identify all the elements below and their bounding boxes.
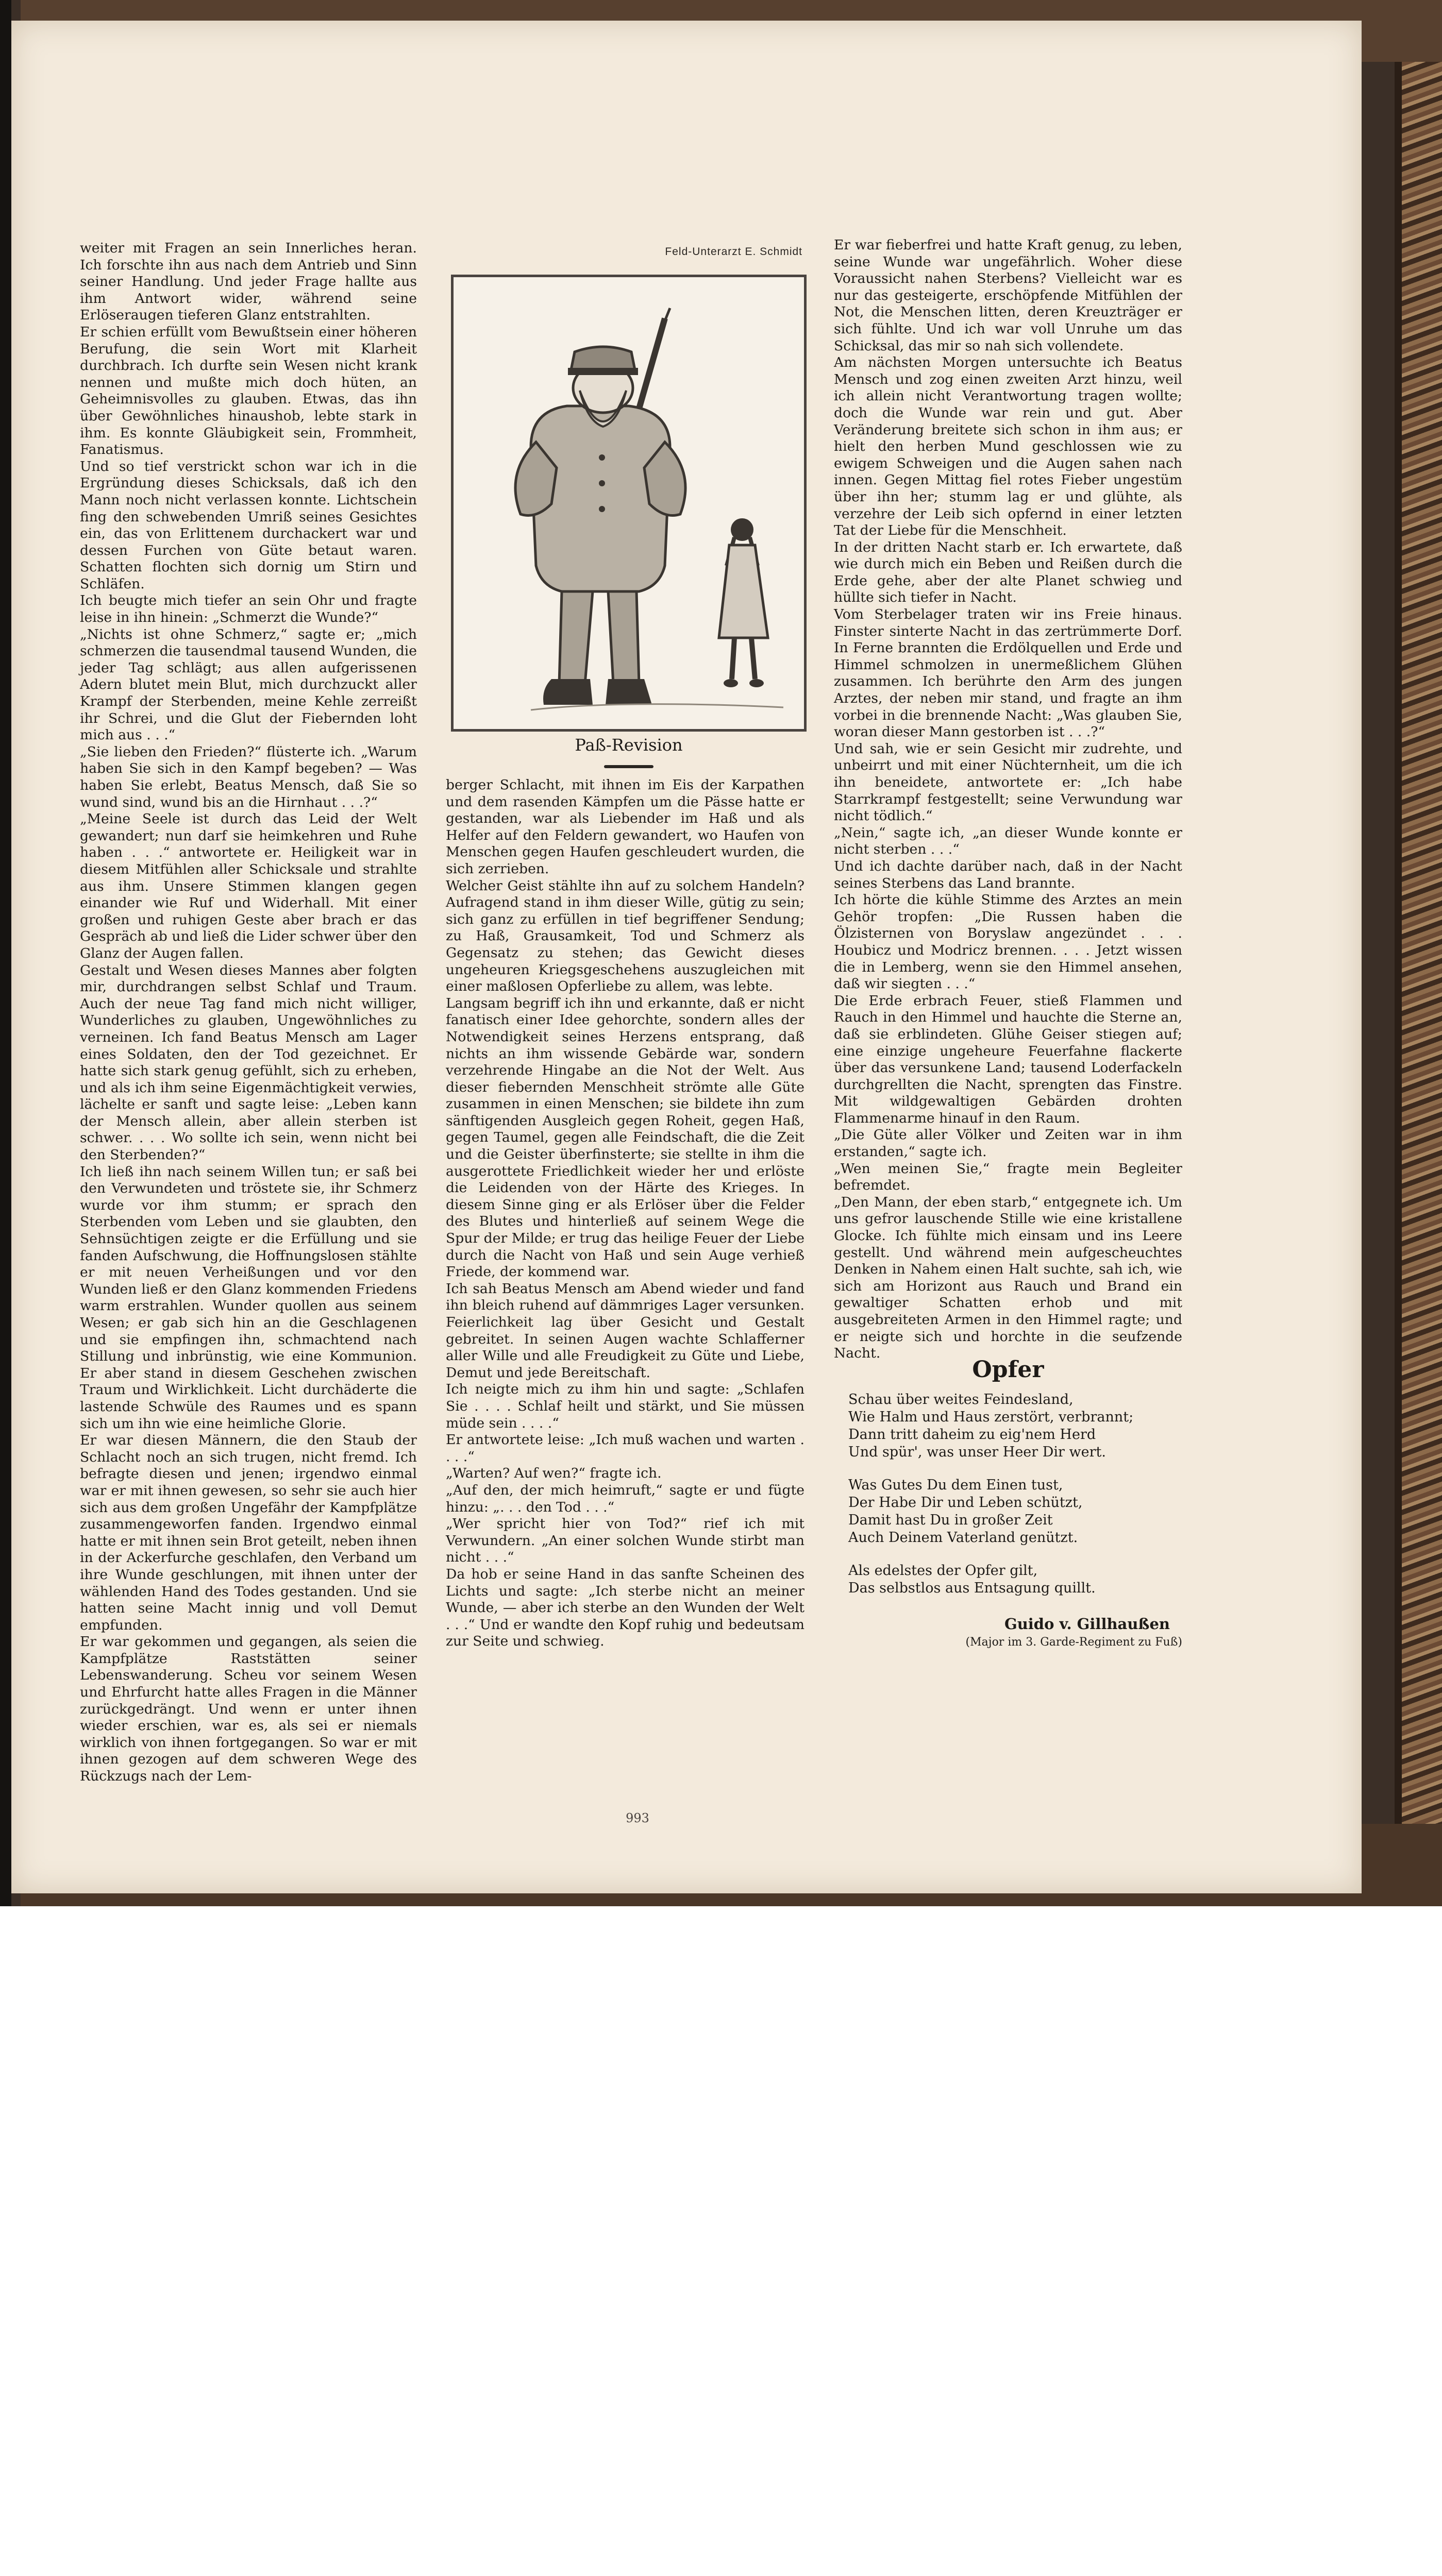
paragraph: Er antwortete leise: „Ich muß wachen und warten . . . .“ [446, 1432, 804, 1465]
text-column-middle [446, 777, 804, 1650]
paragraph: „Sie lieben den Frieden?“ flüsterte ich. „Warum haben Sie sich in den Kampf begeben? — Was haben Sie erlebt, Beatus Mensch, daß Sie so wund sind, wund bis an die Hirnhaut . . .?“ [80, 743, 417, 810]
poem-line: Und spür', was unser Heer Dir wert. [848, 1444, 1106, 1460]
poem-line: Das selbstlos aus Entsagung quillt. [848, 1580, 1096, 1596]
paragraph: In der dritten Nacht starb er. Ich erwartete, daß wie durch mich ein Beben und Reißen durch die Erde gehe, aber der alte Planet schwieg und hüllte sich tiefer in Nacht. [834, 539, 1182, 606]
poem-line: Als edelstes der Opfer gilt, [848, 1563, 1038, 1579]
paragraph: „Nichts ist ohne Schmerz,“ sagte er; „mich schmerzen die tausendmal tausend Wunden, die jeder Tag schlägt; aus allen aufgerissenen Adern blutet mein Blut, mich durchzuckt aller Krampf der Sterbenden, meine Kehle zerreißt ihr Schrei, und die Glut der Fiebernden loht mich aus . . .“ [80, 626, 417, 743]
poem-stanza [848, 1562, 1178, 1597]
paragraph: weiter mit Fragen an sein Innerliches heran. Ich forschte ihn aus nach dem Antrieb und Sinn seiner Handlung. Und jeder Frage hallte aus ihm Antwort wider, während seine Erlöseraugen tieferen Glanz entstrahlten. [80, 240, 417, 324]
illustration-pass-revision [451, 275, 807, 732]
paragraph: Und so tief verstrickt schon war ich in die Ergründung dieses Schicksals, daß ich den Mann noch nicht verlassen konnte. Lichtschein fing den schwebenden Umriß seines Gesichtes ein, das von Erlittenem durchackert war und dessen Furchen von Güte betaut waren. Schatten flochten sich dornig um Stirn und Schläfen. [80, 458, 417, 592]
paragraph: Da hob er seine Hand in das sanfte Scheinen des Lichts und sagte: „Ich sterbe nicht an meiner Wunde, — aber ich sterbe an den Wunden der Welt . . .“ Und er wandte den Kopf ruhig und bedeutsam zur Seite und schwieg. [446, 1566, 804, 1650]
paragraph: Vom Sterbelager traten wir ins Freie hinaus. Finster sinterte Nacht in das zertrümmerte Dorf. In Ferne brannten die Erdölquellen und Erde und Himmel schmolzen in unermeßlichem Glühen zusammen. Ich berührte den Arm des jungen Arztes, der neben mir stand, und fragte an ihm vorbei in die brennende Nacht: „Was glauben Sie, woran dieser Mann gestorben ist . . .?“ [834, 606, 1182, 740]
paragraph: Und ich dachte darüber nach, daß in der Nacht seines Sterbens das Land brannte. [834, 858, 1182, 891]
paragraph: Er war diesen Männern, die den Staub der Schlacht noch an sich trugen, nicht fremd. Ich befragte diesen und jenen; irgendwo einmal war er mit ihnen gewesen, so sehr sie auch hier sich aus dem großen Ungefähr der Kampfplätze zusammengeworfen fanden. Irgendwo einmal hatte er mit ihnen sein Brot geteilt, neben ihnen in der Ackerfurche geschlafen, den Verband um ihre Wunde geschlungen, mit ihnen unter der wählenden Hand des Todes gestanden. Und sie hatten seine Macht innig und voll Demut empfunden. [80, 1432, 417, 1633]
paragraph: „Nein,“ sagte ich, „an dieser Wunde konnte er nicht sterben . . .“ [834, 824, 1182, 858]
viewer-footer [0, 1906, 1442, 2005]
text-column-right [834, 237, 1182, 1362]
poem-line: Damit hast Du in großer Zeit [848, 1512, 1053, 1528]
paragraph: „Meine Seele ist durch das Leid der Welt gewandert; nun darf sie heimkehren und Ruhe haben . . .“ antwortete er. Heiligkeit war in diesem Mitfühlen aller Schicksale und strahlte aus ihm. Unsere Stimmen klangen gegen einander wie Ruf und Widerhall. Mit einer großen und ruhigen Geste aber brach er das Gespräch ab und ließ die Lider schwer über den Glanz der Augen fallen. [80, 811, 417, 961]
book-gutter [0, 0, 11, 1906]
paragraph: Und sah, wie er sein Gesicht mir zudrehte, und unbeirrt und mit einer Nüchternheit, um die ich ihn beneidete, antwortete er: „Ich habe Starrkrampf festgestellt; seine Verwundung war nicht tödlich.“ [834, 740, 1182, 824]
page-number: 993 [626, 1811, 649, 1825]
paragraph: Ich ließ ihn nach seinem Willen tun; er saß bei den Verwundeten und tröstete sie, ihr Schmerz wurde vor ihm stumm; er sprach den Sterbenden vom Leben und sie glaubten, den Sehnsüchtigen zeigte er die Erfüllung und sie fanden Aufschwung, die Hoffnungslosen stählte er mit neuen Verheißungen und vor den Wunden ließ er den Glanz kommenden Friedens warm erstrahlen. Wunder quollen aus seinem Wesen; er gab sich hin an die Geschlagenen und sie empfingen ihn, schmachtend nach Stillung und inbrünstig, wie eine Kommunion. Er aber stand in diesem Geschehen zwischen Traum und Wirklichkeit. Licht durchäderte die lastende Schwüle des Raumes und es spann sich um ihn wie eine heimliche Glorie. [80, 1163, 417, 1432]
decorative-rule [604, 765, 653, 768]
poem-body [848, 1391, 1178, 1613]
paragraph: Am nächsten Morgen untersuchte ich Beatus Mensch und zog einen zweiten Arzt hinzu, weil ich allein nicht Verantwortung tragen wollte; doch die Wunde war rein und gut. Aber Veränderung breitete sich schon in ihm aus; er hielt den herben Mund geschlossen wie zu ewigem Schweigen und die Augen sahen nach innen. Gegen Mittag fiel rotes Fieber ungestüm über ihn her; stumm lag er und glühte, als verzehre der Leib sich opfernd in einer letzten Tat der Liebe für die Menschheit. [834, 354, 1182, 539]
paragraph: „Warten? Auf wen?“ fragte ich. [446, 1465, 662, 1482]
poem-title: Opfer [972, 1357, 1044, 1383]
paragraph: „Die Güte aller Völker und Zeiten war in ihm erstanden,“ sagte ich. [834, 1127, 1182, 1160]
paragraph: Gestalt und Wesen dieses Mannes aber folgten mir, durchdrangen selbst Schlaf und Traum. Auch der neue Tag fand mich nicht williger, Wunderliches zu glauben, Ungewöhnliches zu verneinen. Ich fand Beatus Mensch am Lager eines Soldaten, den der Tod gezeichnet. Er hatte sich stark genug gefühlt, sich zu erheben, und als ich ihm seine Eigenmächtigkeit verwies, lächelte er sanft und sagte leise: „Leben kann der Mensch allein, aber allein sterben ist schwer. . . . Wo sollte ich sein, wenn nicht bei den Sterbenden?“ [80, 962, 417, 1163]
paragraph: Er war fieberfrei und hatte Kraft genug, zu leben, seine Wunde war ungefährlich. Woher diese Voraussicht nahen Sterbens? Vielleicht war es nur das gesteigerte, erschöpfende Mitfühlen der Not, die Menschen litten, deren Kreuzträger er sich fühlte. Und ich war voll Unruhe um das Schicksal, das mir so nah sich vollendete. [834, 237, 1182, 354]
poem-line: Dann tritt daheim zu eig'nem Herd [848, 1427, 1096, 1443]
marbled-edge [1402, 62, 1442, 1824]
illustration-drawing [454, 277, 804, 729]
paragraph: Ich sah Beatus Mensch am Abend wieder und fand ihn bleich ruhend auf dämmriges Lager versunken. Feierlichkeit lag über Gesicht und Gestalt gebreitet. In seinen Augen wachte Schlafferner aller Wille und alle Freudigkeit zu Güte und Liebe, Demut und jede Bereitschaft. [446, 1280, 804, 1381]
poem-line: Was Gutes Du dem Einen tust, [848, 1477, 1063, 1493]
poem-author: Guido v. Gillhaußen [1004, 1615, 1170, 1633]
poem-stanza [848, 1391, 1178, 1461]
poem-line: Der Habe Dir und Leben schützt, [848, 1495, 1083, 1511]
paragraph: „Wen meinen Sie,“ fragte mein Begleiter befremdet. [834, 1160, 1182, 1194]
paragraph: Er war gekommen und gegangen, als seien die Kampfplätze Raststätten seiner Lebenswanderung. Scheu vor seinem Wesen und Ehrfurcht hatte alles Fragen in die Männer zurückgedrängt. Und wenn er unter ihnen wieder erschien, war es, als sei er niemals wirklich von ihnen fortgegangen. So war er mit ihnen gezogen auf dem schweren Wege des Rückzugs nach der Lem- [80, 1634, 417, 1785]
illustration-credit: Feld-Unterarzt E. Schmidt [665, 246, 802, 258]
poem-line: Auch Deinem Vaterland genützt. [848, 1530, 1078, 1546]
poem-line: Wie Halm und Haus zerstört, verbrannt; [848, 1409, 1134, 1425]
paragraph: berger Schlacht, mit ihnen im Eis der Karpathen und dem rasenden Kämpfen um die Pässe hatte er gestanden, war als Liebender im Haß und als Helfer auf den Feldern gewandert, wo Haufen von Menschen gegen Haufen geschleudert wurden, die sich zerrieben. [446, 777, 804, 877]
paragraph: „Auf den, der mich heimruft,“ sagte er und fügte hinzu: „. . . den Tod . . .“ [446, 1482, 804, 1515]
paragraph: Ich hörte die kühle Stimme des Arztes an mein Gehör tropfen: „Die Russen haben die Ölzisternen von Boryslaw angezündet . . . Houbicz und Modricz brennen. . . . Jetzt wissen die in Lemberg, wenn sie den Himmel ansehen, daß wir siegten . . .“ [834, 892, 1182, 992]
paragraph: „Wer spricht hier von Tod?“ rief ich mit Verwundern. „An einer solchen Wunde stirbt man nicht . . .“ [446, 1516, 804, 1566]
paragraph: Ich beugte mich tiefer an sein Ohr und fragte leise in ihn hinein: „Schmerzt die Wunde?“ [80, 592, 417, 626]
paragraph: Die Erde erbrach Feuer, stieß Flammen und Rauch in den Himmel und hauchte die Sterne an, daß sie erblindeten. Glühe Geiser stiegen auf; eine einzige ungeheure Feuerfahne flackerte über das versunkene Land; tausend Loderfackeln durchgrellten die Nacht, sprengten das Finstre. Mit wildgewaltigen Gebärden drohten Flammenarme hinauf in den Raum. [834, 992, 1182, 1126]
poem-line: Schau über weites Feindesland, [848, 1392, 1074, 1408]
page-edge-shadow [1395, 62, 1402, 1824]
paragraph: „Den Mann, der eben starb,“ entgegnete ich. Um uns gefror lauschende Stille wie eine kristallene Glocke. Ich fühlte mich einsam und ins Leere gestellt. Und während mein aufgescheuchtes Denken in Nahem einen Halt suchte, sah ich, wie sich am Horizont aus Rauch und Brand ein gewaltiger Schatten erhob und mit ausgebreiteten Armen in den Himmel ragte; und er neigte sich und horchte in die seufzende Nacht. [834, 1194, 1182, 1362]
paragraph: Langsam begriff ich ihn und erkannte, daß er nicht fanatisch einer Idee gehorchte, sondern alles der Notwendigkeit seines Herzens entsprang, daß nichts an ihm wissende Gebärde war, sondern verzehrende Hingabe an die Not der Welt. Aus dieser fiebernden Menschheit strömte alle Güte zusammen in einen Menschen; sie bildete ihn zum sänftigenden Ausgleich gegen Roheit, gegen Haß, gegen Taumel, gegen alle Feindschaft, die die Zeit und die Geister überfinsterte; sie stellte in ihm die ausgerottete Friedlichkeit wieder her und erlöste die Leidenden von der Härte des Krieges. In diesem Sinne ging er als Erlöser über die Felder des Blutes und hinterließ auf seinem Wege die Spur der Milde; er trug das heilige Feuer der Liebe durch die Nacht von Haß und sein Auge verhieß Friede, der kommend war. [446, 995, 804, 1280]
paragraph: Er schien erfüllt vom Bewußtsein einer höheren Berufung, die sein Wort mit Klarheit durchbrach. Ich durfte sein Wesen nicht krank nennen und mußte mich doch hüten, an Geheimnisvolles zu glauben. Etwas, das ihn über Gewöhnliches hinaushob, lebte stark in ihm. Es konnte Gläubigkeit sein, Frommheit, Fanatismus. [80, 324, 417, 458]
poem-author-rank: (Major im 3. Garde-Regiment zu Fuß) [965, 1636, 1182, 1649]
text-column-left [80, 240, 417, 1785]
illustration-caption: Paß-Revision [575, 735, 683, 755]
page-paper [11, 21, 1362, 1893]
paragraph: Welcher Geist stählte ihn auf zu solchem Handeln? Aufragend stand in ihm dieser Wille, gütig zu sein; sich ganz zu erfüllen in tief begriffener Sendung; zu Haß, Grausamkeit, Tod und Schmerz als Gegensatz zu stehen; das Gewicht dieses ungeheuren Kriegsgeschehens auszugleichen mit einer maßlosen Opferliebe zu allem, was lebte. [446, 877, 804, 995]
poem-stanza [848, 1477, 1178, 1547]
paragraph: Ich neigte mich zu ihm hin und sagte: „Schlafen Sie . . . . Schlaf heilt und stärkt, und Sie müssen müde sein . . . .“ [446, 1381, 804, 1431]
